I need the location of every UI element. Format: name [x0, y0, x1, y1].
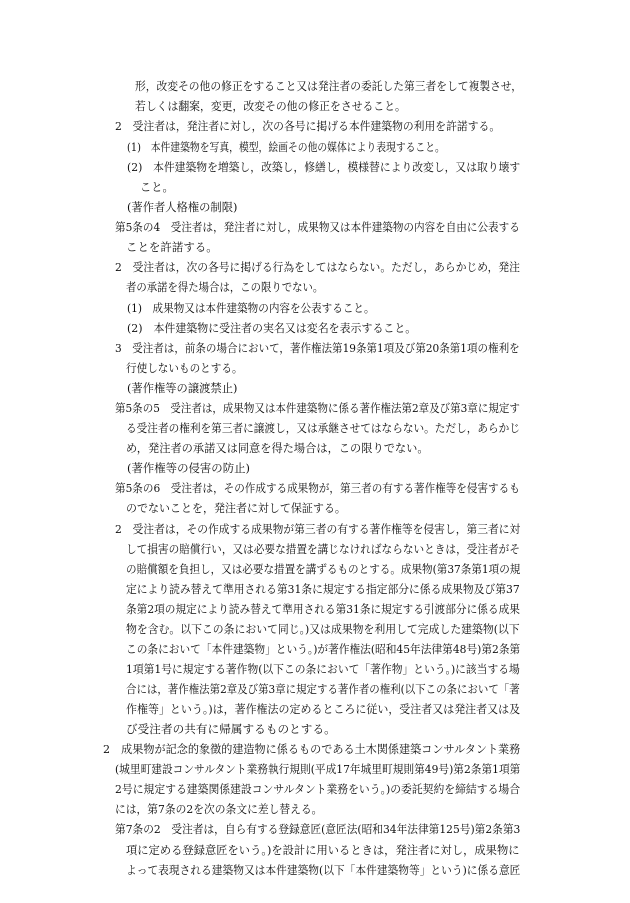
text-line: 2 受注者は，次の各号に掲げる行為をしてはならない。ただし，あらかじめ，発注	[115, 260, 520, 274]
text-line: (城里町建設コンサルタント業務執行規則(平成17年城里町規則第49号)第2条第1項第	[115, 762, 521, 776]
text-line: (1) 成果物又は本件建築物の内容を公表すること。	[127, 301, 375, 315]
text-line: の賠償額を負担し，又は必要な措置を講ずるものとする。成果物(第37条第1項の規	[126, 562, 521, 576]
text-line: 2号に規定する建築関係建設コンサルタント業務をいう。)の委託契約を締結する場合	[115, 782, 521, 796]
text-line: る受注者の権利を第三者に譲渡し，又は承継させてはならない。ただし，あらかじ	[126, 421, 520, 435]
text-line: 者の承諾を得た場合は，この限りでない。	[126, 280, 324, 294]
text-line: (2) 本件建築物に受注者の実名又は変名を表示すること。	[127, 321, 417, 335]
text-line: には，第7条の2を次の条文に差し替える。	[115, 802, 323, 816]
text-line: (著作権等の譲渡禁止)	[127, 381, 238, 395]
text-line: (2) 本件建築物を増築し，改築し，修繕し，模様替により改変し，又は取り壊す	[127, 160, 521, 174]
text-line: 第5条の5 受注者は，成果物又は本件建築物に係る著作権法第2章及び第3章に規定す	[115, 401, 520, 415]
text-line: 項に定める登録意匠をいう。)を設計に用いるときは，発注者に対し，成果物に	[126, 843, 520, 857]
text-line: 合には，著作権法第2章及び第3章に規定する著作者の権利(以下この条において「著	[126, 682, 520, 696]
text-line: して損害の賠償行い，又は必要な措置を講じなければならないときは，受注者がそ	[126, 542, 520, 556]
text-line: よって表現される建築物又は本件建築物(以下「本件建築物等」という)に係る意匠	[126, 863, 521, 877]
text-line: 第5条の6 受注者は，その作成する成果物が，第三者の有する著作権等を侵害するも	[115, 481, 520, 495]
text-line: 形，改変その他の修正をすること又は発注者の委託した第三者をして複製させ，	[135, 79, 523, 93]
text-line: 3 受注者は，前条の場合において，著作権法第19条第1項及び第20条第1項の権利を	[115, 341, 520, 355]
text-line: 定により読み替えて準用される第31条に規定する指定部分に係る成果物及び第37	[126, 582, 520, 596]
text-line: 2 成果物が記念的象徴的建造物に係るものである土木関係建築コンサルタント業務	[103, 742, 521, 756]
text-line: 2 受注者は，その作成する成果物が第三者の有する著作権等を侵害し，第三者に対	[115, 522, 521, 536]
text-line: 条第2項の規定により読み替えて準用される第31条に規定する引渡部分に係る成果	[126, 602, 520, 616]
text-line: め，発注者の承諾又は同意を得た場合は，この限りでない。	[126, 441, 429, 455]
text-line: 若しくは翻案，変更，改変その他の修正をさせること。	[135, 99, 406, 113]
text-line: (1) 本件建築物を写真，模型，絵画その他の媒体により表現すること。	[127, 140, 445, 154]
text-line: (著作権等の侵害の防止)	[127, 461, 250, 475]
text-line: 作権等」という。)は，著作権法の定めるところに従い，受注者又は発注者又は及	[126, 702, 521, 716]
text-line: 第7条の2 受注者は，自ら有する登録意匠(意匠法(昭和34年法律第125号)第2条第3	[115, 822, 521, 836]
text-line: (著作者人格権の制限)	[127, 200, 238, 214]
text-line: 物を含む。以下この条において同じ。)又は成果物を利用して完成した建築物(以下	[126, 622, 520, 636]
text-line: 行使しないものとする。	[126, 361, 243, 375]
text-line: び受注者の共有に帰属するものとする。	[126, 722, 336, 736]
text-line: 第5条の4 受注者は，発注者に対し，成果物又は本件建築物の内容を自由に公表する	[115, 220, 520, 234]
text-line: ことを許諾する。	[126, 240, 218, 254]
text-line: こと。	[140, 180, 174, 194]
text-line: 1項第1号に規定する著作物(以下この条において「著作物」という。)に該当する場	[126, 662, 520, 676]
text-line: 2 受注者は，発注者に対し，次の各号に掲げる本件建築物の利用を許諾する。	[115, 119, 501, 133]
text-line: この条において「本件建築物」という。)が著作権法(昭和45年法律第48号)第2条第	[126, 642, 521, 656]
text-line: のでないことを，発注者に対して保証する。	[126, 501, 346, 515]
